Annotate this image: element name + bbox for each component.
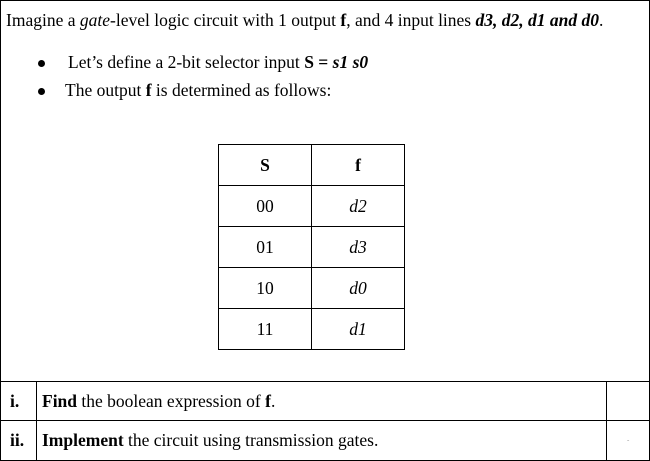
intro-text-2: -level logic circuit with 1 output	[110, 10, 341, 30]
cell-f: d3	[312, 227, 405, 268]
section-divider	[0, 381, 650, 382]
cell-s: 01	[219, 227, 312, 268]
cell-f: d1	[312, 309, 405, 350]
table-row	[219, 227, 405, 268]
corner-mark: -	[627, 436, 630, 444]
bullet-bold: S =	[304, 52, 333, 72]
question-rest: the boolean expression of	[77, 391, 266, 411]
cell-s: 11	[219, 309, 312, 350]
cell-f: d0	[312, 268, 405, 309]
row-divider	[0, 420, 650, 421]
question-number-2: ii.	[10, 430, 25, 450]
intro-inputs: d3, d2, d1 and d0	[475, 10, 599, 30]
table-header-row	[219, 145, 405, 186]
question-number-1: i.	[10, 391, 20, 411]
intro-paragraph	[6, 10, 603, 31]
question-verb: Find	[42, 391, 78, 411]
question-verb: Implement	[42, 430, 124, 450]
question-bold-end: f	[265, 391, 271, 411]
bullet-text	[65, 80, 331, 101]
bullet-text	[68, 52, 368, 73]
number-column-divider	[36, 381, 37, 460]
question-text-1	[42, 391, 275, 412]
bullet-prefix: The output	[65, 80, 146, 100]
intro-text-3: , and 4 input lines	[346, 10, 476, 30]
intro-gate-word: gate	[79, 10, 110, 30]
table-row	[219, 186, 405, 227]
cell-s: 10	[219, 268, 312, 309]
cell-s: 00	[219, 186, 312, 227]
table-row	[219, 268, 405, 309]
bullet-bold: f	[145, 80, 152, 100]
cell-f: d2	[312, 186, 405, 227]
header-s: S	[219, 145, 312, 186]
intro-output-name: f	[340, 10, 347, 30]
bullet-bold-italic: s1 s0	[332, 52, 369, 72]
intro-text-4: .	[598, 10, 604, 30]
header-f: f	[312, 145, 405, 186]
truth-table	[218, 144, 405, 350]
table-row	[219, 309, 405, 350]
question-end: .	[270, 391, 276, 411]
mark-column-divider	[606, 381, 607, 460]
question-rest: the circuit using transmission gates.	[123, 430, 379, 450]
bullet-dot-icon	[38, 88, 45, 95]
intro-text-1: Imagine a	[6, 10, 80, 30]
bullet-dot-icon	[38, 60, 45, 67]
question-text-2	[42, 430, 378, 451]
bullet-suffix: is determined as follows:	[151, 80, 332, 100]
bullet-prefix: Let’s define a 2-bit selector input	[68, 52, 305, 72]
